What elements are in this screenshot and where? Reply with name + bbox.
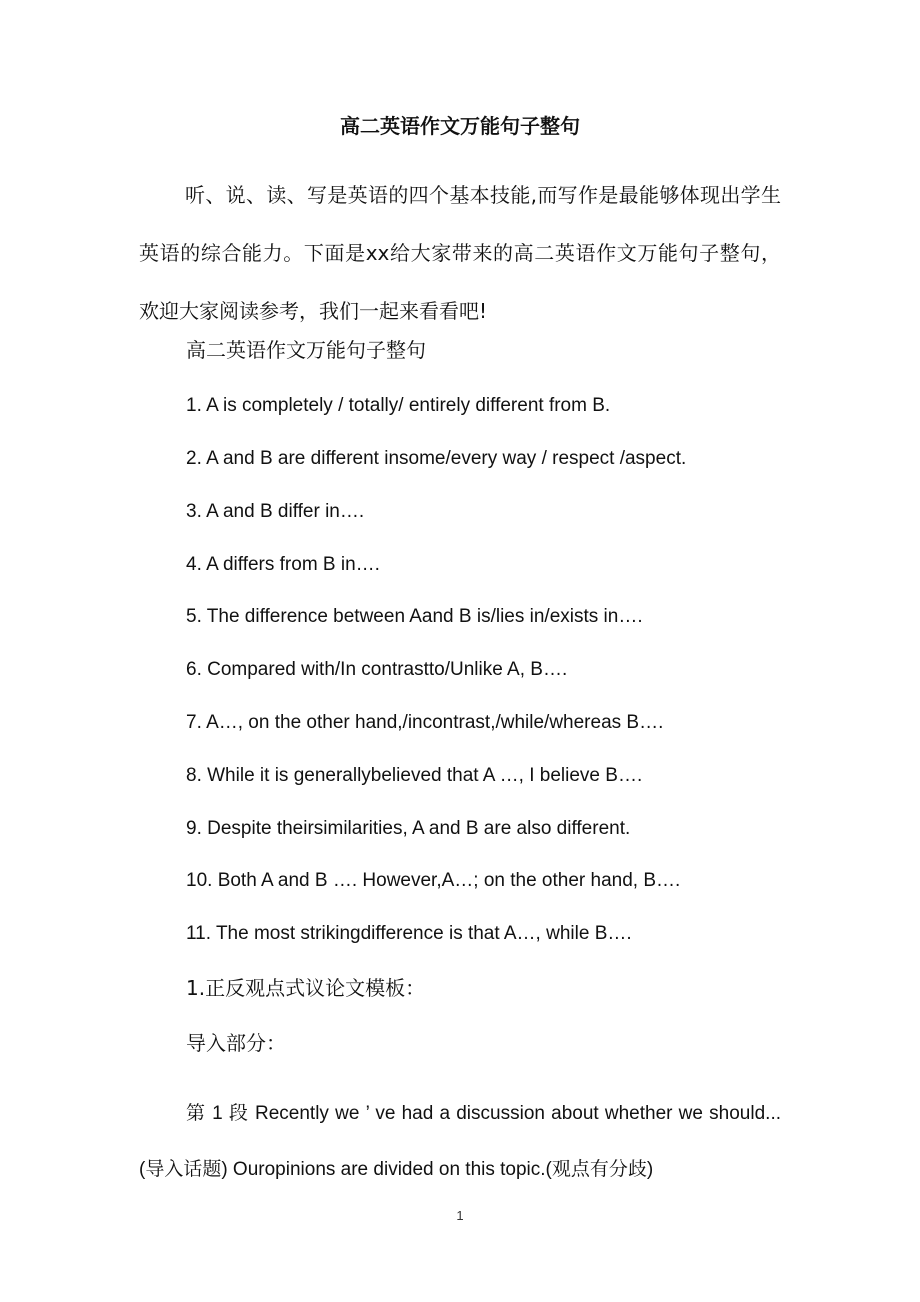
document-title: 高二英语作文万能句子整句 (340, 114, 580, 138)
sentence-item: 5. The difference between Aand B is/lies in/exists in…. (186, 606, 643, 627)
page-number: 1 (456, 1208, 464, 1223)
sentence-item: 6. Compared with/In contrastto/Unlike A, B…. (186, 659, 568, 680)
sentence-item: 10. Both A and B …. However,A…; on the other hand, B…. (186, 870, 681, 891)
sentence-item: 2. A and B are different insome/every way / respect /aspect. (186, 448, 687, 469)
sentence-item: 8. While it is generallybelieved that A …, I believe B…. (186, 765, 643, 786)
intro-paragraph: 听、说、读、写是英语的四个基本技能,而写作是最能够体现出学生英语的综合能力。下面是xx给大家带来的高二英语作文万能句子整句，欢迎大家阅读参考，我们一起来看看吧! (139, 183, 781, 323)
sentence-item: 1. A is completely / totally/ entirely different from B. (186, 395, 611, 416)
intro-part-label: 导入部分： (186, 1031, 286, 1055)
sentence-item: 4. A differs from B in…. (186, 554, 380, 575)
paragraph-1: 第 1 段 Recently we ’ ve had a discussion about whether we should...(导入话题) Ouropinions are divided on this topic.(观点有分歧) (139, 1103, 781, 1180)
sentence-item: 7. A…, on the other hand,/incontrast,/while/whereas B…. (186, 712, 664, 733)
sentence-item: 11. The most strikingdifference is that A…, while B…. (186, 923, 632, 944)
subheading: 高二英语作文万能句子整句 (186, 338, 426, 362)
template-heading: 1.正反观点式议论文模板： (186, 976, 426, 1000)
sentence-item: 3. A and B differ in…. (186, 501, 365, 522)
sentence-item: 9. Despite theirsimilarities, A and B are also different. (186, 818, 631, 839)
